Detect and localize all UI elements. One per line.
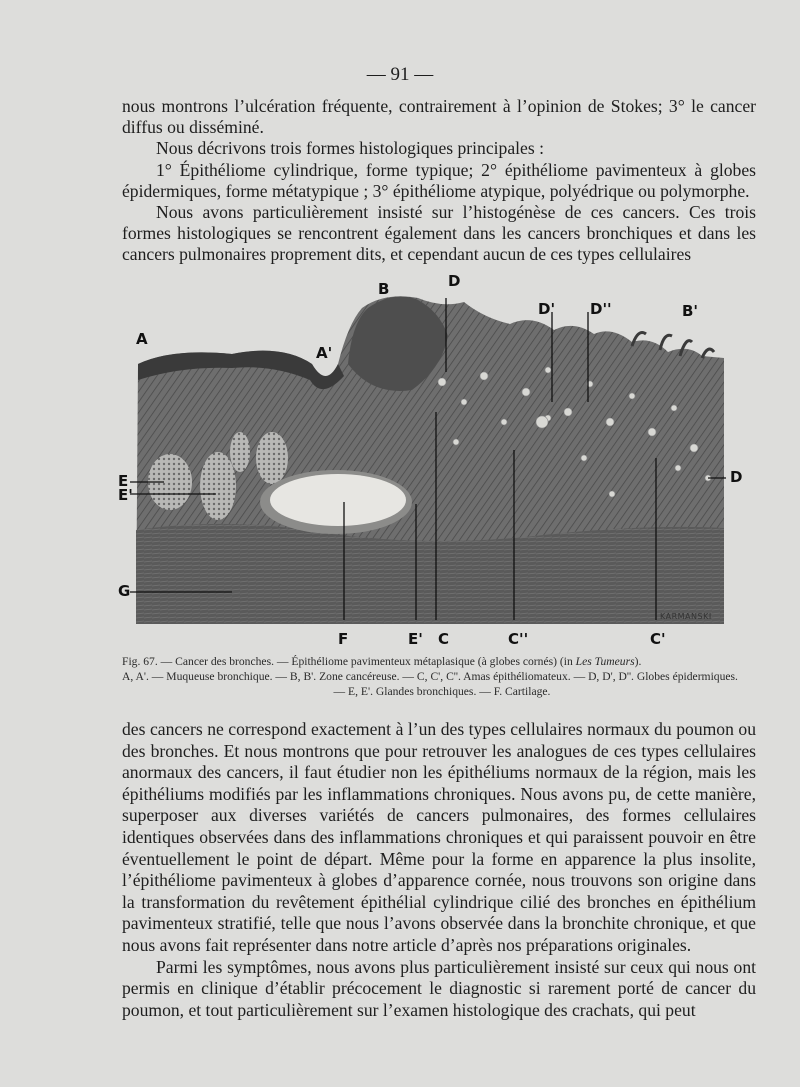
artist-signature: KARMANSKI: [660, 612, 712, 621]
paragraph: Parmi les symptômes, nous avons plus particulièrement insisté sur ceux qui nous ont permis en clinique d’établir précocement le diagnostic si rarement porté de cancer du poumon, et tout particulièrement sur l’examen histologique des crachats, qui peut: [122, 956, 756, 1020]
label-A-prime: A': [316, 344, 333, 362]
top-text-block: [122, 96, 756, 266]
histology-figure: [112, 272, 760, 648]
label-C: C: [438, 630, 450, 648]
paragraph: nous montrons l’ulcération fréquente, contrairement à l’opinion de Stokes; 3° le cancer diffus ou disséminé.: [122, 96, 756, 138]
label-B-prime: B': [682, 302, 699, 320]
label-E: E: [118, 472, 129, 490]
label-D-second: D'': [590, 300, 612, 318]
label-C-prime: C': [650, 630, 666, 648]
histology-illustration: [112, 272, 760, 648]
label-C-second: C'': [508, 630, 529, 648]
caption-line-1: Fig. 67. — Cancer des bronches. — Épithéliome pavimenteux métaplasique (à globes cornés) (in Les Tumeurs).: [122, 655, 642, 668]
paragraph: Nous décrivons trois formes histologiques principales :: [156, 138, 544, 159]
caption-line-2: A, A'. — Muqueuse bronchique. — B, B'. Zone cancéreuse. — C, C', C''. Amas épithéliomateux. — D, D', D''. Globes épidermiques.: [122, 670, 738, 683]
label-A: A: [136, 330, 148, 348]
figure-caption: [122, 654, 762, 699]
label-E-prime: E': [118, 486, 133, 504]
label-D-top: D: [448, 272, 461, 290]
label-D-prime: D': [538, 300, 556, 318]
label-B: B: [378, 280, 390, 298]
label-E-prime-bottom: E': [408, 630, 423, 648]
label-F: F: [338, 630, 349, 648]
paragraph: Nous avons particulièrement insisté sur l’histogénèse de ces cancers. Ces trois formes histologiques se rencontrent également dans les cancers bronchiques et dans les cancers pulmonaires proprement dits, et cependant aucun de ces types cellulaires: [122, 202, 756, 265]
paragraph: 1° Épithéliome cylindrique, forme typique; 2° épithéliome pavimenteux à globes épidermiques, forme métatypique ; 3° épithéliome atypique, polyédrique ou polymorphe.: [122, 159, 756, 201]
caption-line-3: — E, E'. Glandes bronchiques. — F. Cartilage.: [333, 685, 551, 698]
page-number: — 91 —: [366, 64, 434, 85]
label-D-right: D: [730, 468, 743, 486]
bottom-text-block: [122, 719, 756, 1021]
label-G: G: [118, 582, 131, 600]
paragraph: des cancers ne correspond exactement à l’un des types cellulaires normaux du poumon ou des bronches. Et nous montrons que pour retrouver les analogues de ces types cellulaires anormaux des cancers, il faut étudier non les épithéliums normaux de la région, mais les épithéliums modifiés par les inflammations chroniques. Nous avons pu, de cette manière, superposer aux diverses variétés de cancers pulmonaires, des formes cellulaires identiques observées dans des inflammations chroniques et qui paraissent pouvoir en être éventuellement le point de départ. Même pour la forme en apparence la plus insolite, l’épithéliome pavimenteux à globes d’apparence cornée, nous trouvons son origine dans la transformation du revêtement épithélial cylindrique cilié des bronches en épithélium pavimenteux stratifié, telle que nous l’avons observée dans la bronchite chronique, et que nous avons fait représenter dans notre article d’après nos préparations originales.: [122, 719, 756, 955]
